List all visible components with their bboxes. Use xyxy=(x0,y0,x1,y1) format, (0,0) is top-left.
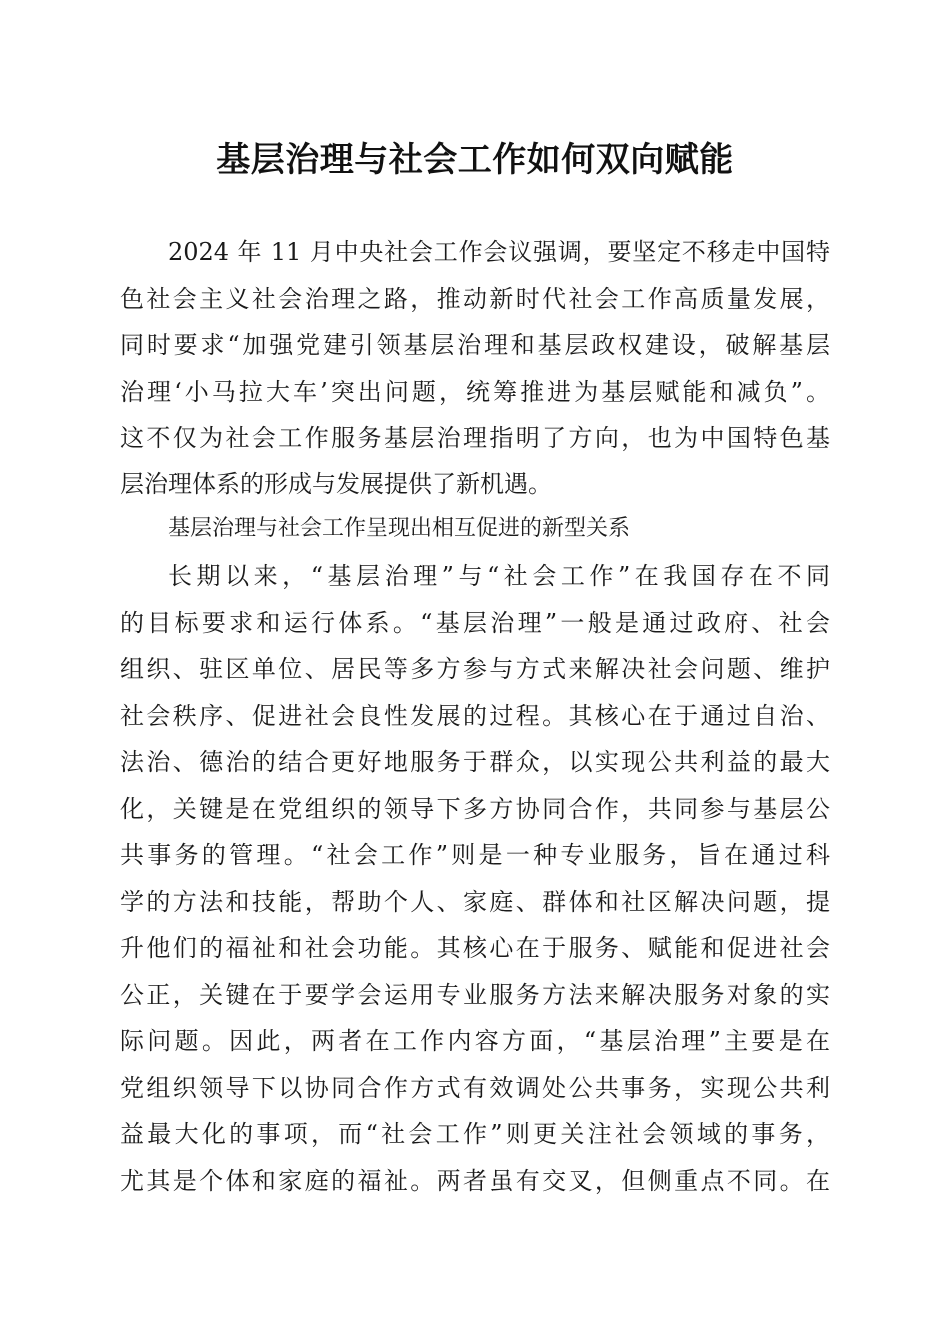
paragraph-2-line-6: 化，关键是在党组织的领导下多方协同合作，共同参与基层公 xyxy=(120,795,830,823)
paragraph-1-line-4: 治理‘小马拉大车’突出问题，统筹推进为基层赋能和减负”。 xyxy=(120,378,830,406)
paragraph-2-line-5: 法治、德治的结合更好地服务于群众，以实现公共利益的最大 xyxy=(120,748,830,776)
section-subheading: 基层治理与社会工作呈现出相互促进的新型关系 xyxy=(168,516,631,541)
paragraph-2-line-13: 益最大化的事项，而“社会工作”则更关注社会领域的事务， xyxy=(120,1120,830,1148)
paragraph-2-line-14: 尤其是个体和家庭的福祉。两者虽有交叉，但侧重点不同。在 xyxy=(120,1167,830,1195)
paragraph-2-line-2: 的目标要求和运行体系。“基层治理”一般是通过政府、社会 xyxy=(120,609,830,637)
paragraph-2-line-9: 升他们的福祉和社会功能。其核心在于服务、赋能和促进社会 xyxy=(120,934,830,962)
paragraph-2-line-1: 长期以来，“基层治理”与“社会工作”在我国存在不同 xyxy=(168,562,830,590)
paragraph-1-line-2: 色社会主义社会治理之路，推动新时代社会工作高质量发展， xyxy=(120,285,830,313)
paragraph-1-line-6: 层治理体系的形成与发展提供了新机遇。 xyxy=(120,470,552,498)
paragraph-2-line-7: 共事务的管理。“社会工作”则是一种专业服务，旨在通过科 xyxy=(120,841,830,869)
paragraph-1-line-1: 2024 年 11 月中央社会工作会议强调，要坚定不移走中国特 xyxy=(168,238,830,266)
paragraph-2-line-10: 公正，关键在于要学会运用专业服务方法来解决服务对象的实 xyxy=(120,981,830,1009)
paragraph-2-line-12: 党组织领导下以协同合作方式有效调处公共事务，实现公共利 xyxy=(120,1074,830,1102)
document-title: 基层治理与社会工作如何双向赋能 xyxy=(216,140,734,180)
paragraph-1-line-3: 同时要求“加强党建引领基层治理和基层政权建设，破解基层 xyxy=(120,331,830,359)
paragraph-2-line-8: 学的方法和技能，帮助个人、家庭、群体和社区解决问题，提 xyxy=(120,888,830,916)
paragraph-2-line-11: 际问题。因此，两者在工作内容方面，“基层治理”主要是在 xyxy=(120,1027,830,1055)
paragraph-1-line-5: 这不仅为社会工作服务基层治理指明了方向，也为中国特色基 xyxy=(120,424,830,452)
paragraph-2-line-4: 社会秩序、促进社会良性发展的过程。其核心在于通过自治、 xyxy=(120,702,830,730)
paragraph-2-line-3: 组织、驻区单位、居民等多方参与方式来解决社会问题、维护 xyxy=(120,655,830,683)
